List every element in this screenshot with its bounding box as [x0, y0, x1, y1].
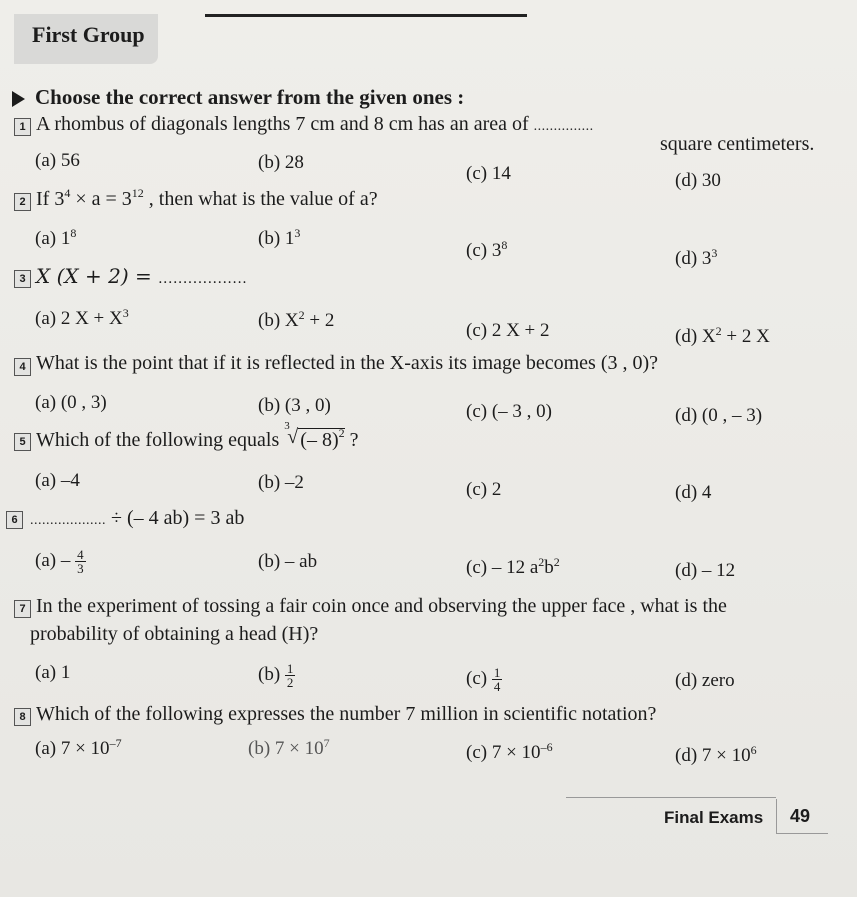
question-number: 8 — [14, 708, 31, 726]
group-title: First Group — [32, 22, 145, 47]
option-a[interactable]: (a) $1^8$ — [35, 226, 77, 249]
question-text: A rhombus of diagonals lengths 7 cm and 8 cm has an area of ............... — [36, 113, 594, 135]
option-a[interactable]: (a) (0 , 3) — [35, 392, 107, 413]
question-text-end: square centimeters. — [660, 133, 815, 155]
question-number: 1 — [14, 118, 31, 136]
option-d[interactable]: (d) $7 \times 10^6$ — [675, 743, 757, 766]
option-a[interactable]: (a) – $\frac{4}{3}$ — [35, 547, 84, 576]
top-rule — [205, 0, 527, 17]
option-a[interactable]: (a) 56 — [35, 150, 80, 171]
option-b[interactable]: (b) $X^2 + 2$ — [258, 308, 335, 331]
option-d[interactable]: (d) $3^3$ — [675, 246, 718, 269]
option-d[interactable]: (d) – 12 — [675, 560, 736, 581]
option-d[interactable]: (d) (0 , – 3) — [675, 405, 763, 426]
option-b[interactable]: (b) $\frac{1}{2}$ — [258, 661, 294, 690]
question-number: 5 — [14, 433, 31, 451]
option-c[interactable]: (c) (– 3 , 0) — [466, 401, 552, 422]
question-number: 7 — [14, 600, 31, 618]
footer-divider — [776, 799, 777, 833]
option-d[interactable]: (d) zero — [675, 670, 735, 691]
option-c[interactable]: (c) – 12 $a^2b^2$ — [466, 555, 560, 578]
instruction-text: Choose the correct answer from the given ones : — [35, 85, 465, 109]
page-number: 49 — [790, 806, 811, 826]
option-d[interactable]: (d) 30 — [675, 170, 721, 191]
option-c[interactable]: (c) 14 — [466, 163, 511, 184]
footer-rule — [566, 797, 776, 798]
question-text: ................... ÷ (– 4 ab) = 3 ab — [30, 507, 245, 529]
footer-label: Final Exams — [664, 808, 764, 827]
question-text: X (X + 2) = .................. — [36, 264, 248, 288]
question-number: 3 — [14, 270, 31, 288]
option-c[interactable]: (c) $3^8$ — [466, 238, 508, 261]
question-text: Which of the following equals 3 √ (– 8)$^2$ ? — [36, 420, 359, 451]
question-number: 6 — [6, 511, 23, 529]
option-a[interactable]: (a) –4 — [35, 470, 80, 491]
option-b[interactable]: (b) $7 \times 10^7$ — [248, 736, 330, 759]
option-c[interactable]: (c) 2 — [466, 479, 502, 500]
option-a[interactable]: (a) $7 \times 10^{-7}$ — [35, 736, 122, 759]
option-d[interactable]: (d) $X^2 + 2$ X — [675, 324, 770, 347]
option-a[interactable]: (a) 1 — [35, 662, 71, 683]
question-text-line2: probability of obtaining a head (H)? — [30, 623, 319, 645]
option-c[interactable]: (c) $\frac{1}{4}$ — [466, 665, 501, 694]
option-b[interactable]: (b) –2 — [258, 472, 304, 493]
option-d[interactable]: (d) 4 — [675, 482, 712, 503]
option-c[interactable]: (c) $7 \times 10^{-6}$ — [466, 740, 553, 763]
question-number: 2 — [14, 193, 31, 211]
footer-underline — [776, 833, 828, 834]
option-b[interactable]: (b) $1^3$ — [258, 226, 301, 249]
option-a[interactable]: (a) 2 $X + X^3$ — [35, 306, 129, 329]
option-c[interactable]: (c) 2 X + 2 — [466, 320, 550, 341]
option-b[interactable]: (b) – ab — [258, 551, 318, 572]
question-text: If $3^4 \times a = 3^{12}$ , then what is the value of a? — [36, 186, 378, 210]
arrow-right-icon — [12, 91, 25, 107]
option-b[interactable]: (b) (3 , 0) — [258, 395, 331, 416]
option-b[interactable]: (b) 28 — [258, 152, 304, 173]
question-text-line1: In the experiment of tossing a fair coin once and observing the upper face , what is the — [36, 595, 727, 617]
question-text: Which of the following expresses the number 7 million in scientific notation? — [36, 703, 657, 725]
question-number: 4 — [14, 358, 31, 376]
cube-root: 3 √ (– 8)$^2$ — [284, 420, 345, 451]
instruction — [12, 85, 464, 110]
question-text: What is the point that if it is reflected in the X-axis its image becomes (3 , 0)? — [36, 352, 659, 374]
